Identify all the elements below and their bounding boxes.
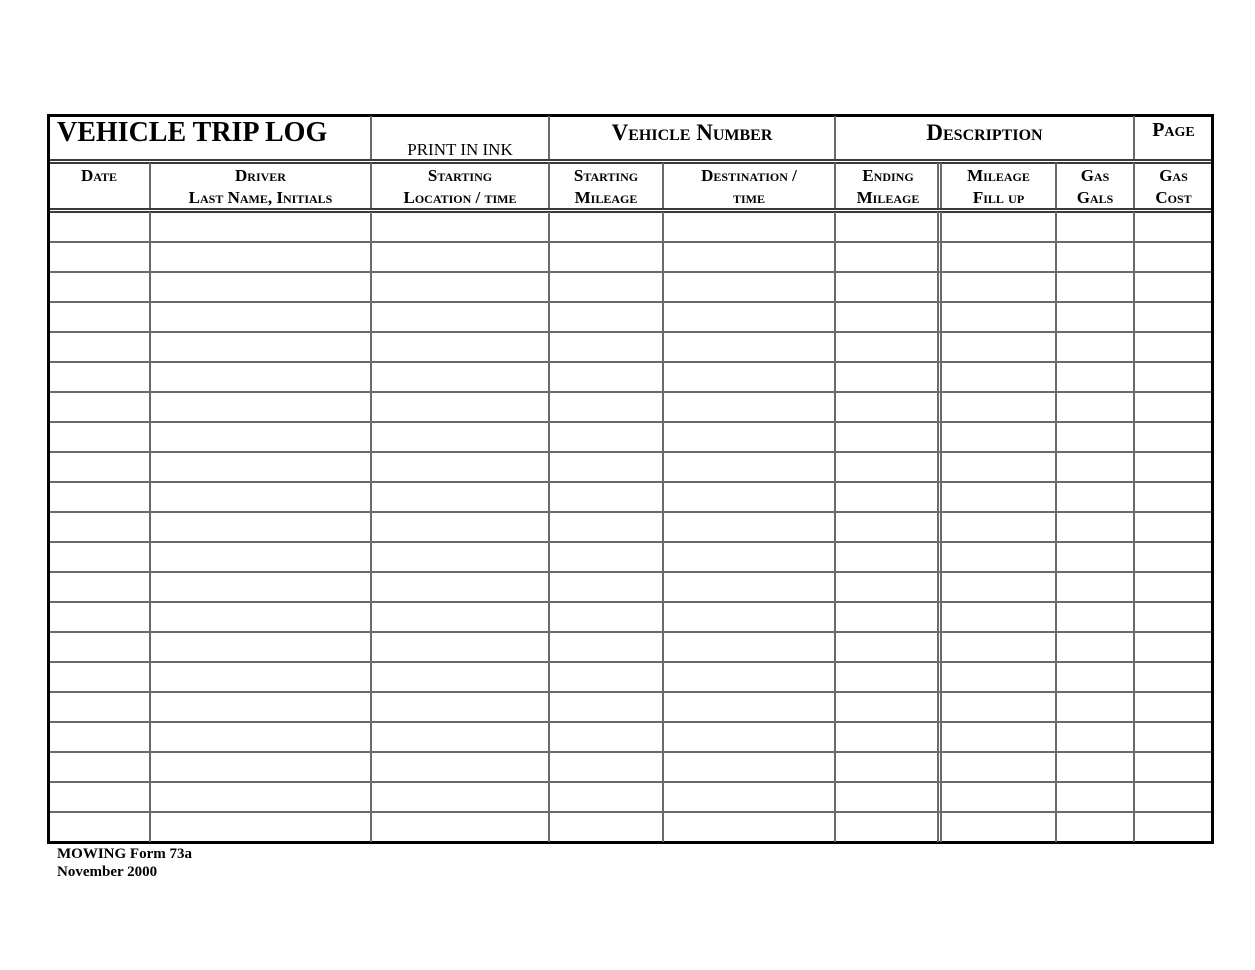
table-row [50, 662, 1211, 692]
cell-driver[interactable] [150, 332, 371, 362]
cell-mileage-fill-up[interactable] [941, 752, 1056, 782]
cell-mileage-fill-up[interactable] [941, 302, 1056, 332]
cell-gas-cost[interactable] [1134, 602, 1213, 632]
column-header-line2: Cost [1155, 188, 1192, 207]
cell-gas-cost[interactable] [1134, 212, 1213, 242]
cell-date[interactable] [48, 302, 150, 332]
cell-driver[interactable] [150, 722, 371, 752]
cell-driver[interactable] [150, 692, 371, 722]
cell-starting-location[interactable] [371, 332, 549, 362]
cell-date[interactable] [48, 662, 150, 692]
cell-starting-location[interactable] [371, 542, 549, 572]
description-label: Description [926, 120, 1043, 145]
cell-gas-gals[interactable] [1056, 482, 1134, 512]
cell-driver[interactable] [150, 632, 371, 662]
cell-destination[interactable] [663, 422, 835, 452]
cell-gas-cost[interactable] [1134, 722, 1213, 752]
cell-mileage-fill-up[interactable] [941, 572, 1056, 602]
cell-ending-mileage[interactable] [835, 242, 941, 272]
cell-gas-gals[interactable] [1056, 332, 1134, 362]
cell-gas-gals[interactable] [1056, 362, 1134, 392]
cell-destination[interactable] [663, 722, 835, 752]
cell-starting-location[interactable] [371, 482, 549, 512]
cell-starting-mileage[interactable] [549, 572, 663, 602]
cell-ending-mileage[interactable] [835, 482, 941, 512]
cell-starting-mileage[interactable] [549, 752, 663, 782]
cell-mileage-fill-up[interactable] [941, 242, 1056, 272]
cell-gas-gals[interactable] [1056, 782, 1134, 812]
column-header-line2: time [732, 188, 765, 207]
cell-mileage-fill-up[interactable] [941, 632, 1056, 662]
cell-starting-location[interactable] [371, 302, 549, 332]
cell-starting-mileage[interactable] [549, 392, 663, 422]
table-row [50, 542, 1211, 572]
table-row [50, 422, 1211, 452]
cell-starting-mileage[interactable] [549, 332, 663, 362]
cell-driver[interactable] [150, 542, 371, 572]
cell-gas-gals[interactable] [1056, 452, 1134, 482]
cell-mileage-fill-up[interactable] [941, 782, 1056, 812]
cell-date[interactable] [48, 392, 150, 422]
cell-date[interactable] [48, 782, 150, 812]
cell-mileage-fill-up[interactable] [941, 362, 1056, 392]
vehicle-number-label: Vehicle Number [611, 120, 773, 145]
cell-mileage-fill-up[interactable] [941, 602, 1056, 632]
column-header-line2: Location / time [403, 188, 517, 207]
cell-gas-gals[interactable] [1056, 242, 1134, 272]
column-header-line2: Last Name, Initials [188, 188, 333, 207]
column-header-mileage-fill-up [941, 165, 1056, 209]
cell-gas-gals[interactable] [1056, 272, 1134, 302]
cell-mileage-fill-up[interactable] [941, 392, 1056, 422]
cell-gas-cost[interactable] [1134, 512, 1213, 542]
cell-starting-location[interactable] [371, 692, 549, 722]
column-header-destination [663, 165, 835, 209]
column-header-line1: Starting [427, 166, 493, 185]
cell-gas-cost[interactable] [1134, 812, 1213, 842]
cell-driver[interactable] [150, 422, 371, 452]
cell-ending-mileage[interactable] [835, 392, 941, 422]
cell-gas-gals[interactable] [1056, 572, 1134, 602]
cell-gas-gals[interactable] [1056, 692, 1134, 722]
table-row [50, 812, 1211, 842]
table-row [50, 632, 1211, 662]
cell-starting-mileage[interactable] [549, 782, 663, 812]
cell-mileage-fill-up[interactable] [941, 212, 1056, 242]
cell-starting-mileage[interactable] [549, 812, 663, 842]
cell-driver[interactable] [150, 302, 371, 332]
cell-starting-location[interactable] [371, 752, 549, 782]
cell-starting-mileage[interactable] [549, 662, 663, 692]
cell-starting-location[interactable] [371, 242, 549, 272]
cell-driver[interactable] [150, 212, 371, 242]
form-date: November 2000 [57, 864, 158, 880]
cell-gas-gals[interactable] [1056, 542, 1134, 572]
cell-mileage-fill-up[interactable] [941, 692, 1056, 722]
cell-ending-mileage[interactable] [835, 602, 941, 632]
column-header-ending-mileage [835, 165, 941, 209]
cell-date[interactable] [48, 692, 150, 722]
form-id: MOWING Form 73a [57, 846, 192, 862]
cell-gas-cost[interactable] [1134, 752, 1213, 782]
cell-ending-mileage[interactable] [835, 512, 941, 542]
cell-destination[interactable] [663, 452, 835, 482]
cell-gas-cost[interactable] [1134, 362, 1213, 392]
cell-starting-mileage[interactable] [549, 602, 663, 632]
table-row [50, 272, 1211, 302]
cell-starting-mileage[interactable] [549, 212, 663, 242]
cell-ending-mileage[interactable] [835, 752, 941, 782]
cell-driver[interactable] [150, 752, 371, 782]
cell-mileage-fill-up[interactable] [941, 542, 1056, 572]
cell-date[interactable] [48, 422, 150, 452]
cell-driver[interactable] [150, 662, 371, 692]
column-header-gas-gals [1056, 165, 1134, 209]
cell-starting-location[interactable] [371, 272, 549, 302]
column-header-line1: Ending [862, 166, 914, 185]
column-header-date [48, 165, 150, 187]
cell-gas-gals[interactable] [1056, 302, 1134, 332]
cell-ending-mileage[interactable] [835, 452, 941, 482]
table-row [50, 212, 1211, 242]
cell-date[interactable] [48, 272, 150, 302]
cell-date[interactable] [48, 452, 150, 482]
cell-date[interactable] [48, 752, 150, 782]
cell-gas-cost[interactable] [1134, 272, 1213, 302]
page-label: Page [1152, 119, 1195, 141]
cell-starting-location[interactable] [371, 422, 549, 452]
table-row [50, 512, 1211, 542]
table-row [50, 692, 1211, 722]
cell-destination[interactable] [663, 332, 835, 362]
column-header-line2: Gals [1076, 188, 1114, 207]
cell-date[interactable] [48, 602, 150, 632]
cell-starting-mileage[interactable] [549, 452, 663, 482]
table-row [50, 242, 1211, 272]
cell-starting-location[interactable] [371, 782, 549, 812]
table-row [50, 572, 1211, 602]
column-header-line2: Mileage [856, 188, 920, 207]
column-header-line2: Fill up [972, 188, 1025, 207]
table-row [50, 362, 1211, 392]
cell-starting-mileage[interactable] [549, 242, 663, 272]
cell-destination[interactable] [663, 512, 835, 542]
cell-starting-location[interactable] [371, 212, 549, 242]
cell-gas-cost[interactable] [1134, 332, 1213, 362]
cell-starting-location[interactable] [371, 662, 549, 692]
cell-gas-cost[interactable] [1134, 542, 1213, 572]
cell-destination[interactable] [663, 662, 835, 692]
column-header-line1: Starting [573, 166, 639, 185]
cell-gas-cost[interactable] [1134, 572, 1213, 602]
cell-gas-gals[interactable] [1056, 722, 1134, 752]
cell-date[interactable] [48, 212, 150, 242]
cell-destination[interactable] [663, 782, 835, 812]
column-header-driver [150, 165, 371, 209]
cell-driver[interactable] [150, 452, 371, 482]
cell-mileage-fill-up[interactable] [941, 482, 1056, 512]
print-in-ink-note: PRINT IN INK [407, 140, 513, 159]
cell-gas-cost[interactable] [1134, 782, 1213, 812]
cell-starting-location[interactable] [371, 512, 549, 542]
cell-mileage-fill-up[interactable] [941, 452, 1056, 482]
cell-driver[interactable] [150, 812, 371, 842]
cell-destination[interactable] [663, 692, 835, 722]
cell-driver[interactable] [150, 602, 371, 632]
column-header-line1: Driver [235, 166, 286, 185]
cell-starting-location[interactable] [371, 722, 549, 752]
cell-destination[interactable] [663, 302, 835, 332]
cell-gas-gals[interactable] [1056, 602, 1134, 632]
cell-ending-mileage[interactable] [835, 362, 941, 392]
cell-gas-gals[interactable] [1056, 812, 1134, 842]
cell-starting-location[interactable] [371, 362, 549, 392]
cell-starting-mileage[interactable] [549, 302, 663, 332]
cell-destination[interactable] [663, 362, 835, 392]
cell-ending-mileage[interactable] [835, 212, 941, 242]
cell-ending-mileage[interactable] [835, 572, 941, 602]
cell-ending-mileage[interactable] [835, 812, 941, 842]
cell-ending-mileage[interactable] [835, 302, 941, 332]
cell-driver[interactable] [150, 392, 371, 422]
cell-starting-mileage[interactable] [549, 722, 663, 752]
cell-destination[interactable] [663, 632, 835, 662]
cell-destination[interactable] [663, 392, 835, 422]
cell-destination[interactable] [663, 812, 835, 842]
cell-starting-location[interactable] [371, 602, 549, 632]
cell-driver[interactable] [150, 782, 371, 812]
cell-ending-mileage[interactable] [835, 722, 941, 752]
cell-starting-location[interactable] [371, 812, 549, 842]
cell-starting-location[interactable] [371, 572, 549, 602]
cell-ending-mileage[interactable] [835, 692, 941, 722]
cell-gas-gals[interactable] [1056, 422, 1134, 452]
cell-gas-gals[interactable] [1056, 512, 1134, 542]
cell-mileage-fill-up[interactable] [941, 422, 1056, 452]
cell-ending-mileage[interactable] [835, 782, 941, 812]
cell-mileage-fill-up[interactable] [941, 812, 1056, 842]
cell-ending-mileage[interactable] [835, 332, 941, 362]
cell-starting-mileage[interactable] [549, 692, 663, 722]
cell-driver[interactable] [150, 272, 371, 302]
cell-destination[interactable] [663, 482, 835, 512]
cell-gas-cost[interactable] [1134, 662, 1213, 692]
column-header-line1: Destination / [701, 166, 797, 185]
cell-gas-gals[interactable] [1056, 752, 1134, 782]
cell-destination[interactable] [663, 602, 835, 632]
table-row [50, 452, 1211, 482]
table-row [50, 482, 1211, 512]
cell-starting-mileage[interactable] [549, 482, 663, 512]
column-header-line1: Gas [1080, 166, 1110, 185]
cell-gas-cost[interactable] [1134, 632, 1213, 662]
cell-starting-mileage[interactable] [549, 362, 663, 392]
cell-starting-mileage[interactable] [549, 272, 663, 302]
cell-starting-location[interactable] [371, 632, 549, 662]
cell-driver[interactable] [150, 572, 371, 602]
column-header-gas-cost [1134, 165, 1213, 209]
cell-gas-gals[interactable] [1056, 632, 1134, 662]
cell-starting-location[interactable] [371, 392, 549, 422]
cell-date[interactable] [48, 332, 150, 362]
cell-date[interactable] [48, 572, 150, 602]
cell-destination[interactable] [663, 272, 835, 302]
cell-gas-cost[interactable] [1134, 392, 1213, 422]
cell-date[interactable] [48, 512, 150, 542]
column-header-line1: Date [80, 166, 118, 185]
cell-mileage-fill-up[interactable] [941, 722, 1056, 752]
table-row [50, 332, 1211, 362]
cell-ending-mileage[interactable] [835, 422, 941, 452]
cell-driver[interactable] [150, 362, 371, 392]
cell-destination[interactable] [663, 242, 835, 272]
cell-date[interactable] [48, 482, 150, 512]
cell-date[interactable] [48, 812, 150, 842]
cell-starting-mileage[interactable] [549, 422, 663, 452]
cell-date[interactable] [48, 542, 150, 572]
cell-starting-location[interactable] [371, 452, 549, 482]
table-row [50, 302, 1211, 332]
cell-ending-mileage[interactable] [835, 662, 941, 692]
table-row [50, 392, 1211, 422]
cell-starting-mileage[interactable] [549, 542, 663, 572]
cell-mileage-fill-up[interactable] [941, 512, 1056, 542]
cell-ending-mileage[interactable] [835, 632, 941, 662]
cell-gas-cost[interactable] [1134, 452, 1213, 482]
column-header-line2: Mileage [574, 188, 638, 207]
cell-gas-cost[interactable] [1134, 482, 1213, 512]
cell-destination[interactable] [663, 542, 835, 572]
cell-gas-cost[interactable] [1134, 302, 1213, 332]
cell-ending-mileage[interactable] [835, 542, 941, 572]
table-row [50, 752, 1211, 782]
table-row [50, 782, 1211, 812]
column-header-line1: Mileage [967, 166, 1030, 185]
cell-driver[interactable] [150, 512, 371, 542]
cell-mileage-fill-up[interactable] [941, 272, 1056, 302]
cell-mileage-fill-up[interactable] [941, 662, 1056, 692]
cell-gas-cost[interactable] [1134, 422, 1213, 452]
cell-gas-gals[interactable] [1056, 392, 1134, 422]
cell-ending-mileage[interactable] [835, 272, 941, 302]
cell-driver[interactable] [150, 242, 371, 272]
cell-date[interactable] [48, 362, 150, 392]
cell-date[interactable] [48, 722, 150, 752]
column-header-starting-location [371, 165, 549, 209]
cell-gas-gals[interactable] [1056, 212, 1134, 242]
column-header-starting-mileage [549, 165, 663, 209]
cell-date[interactable] [48, 632, 150, 662]
cell-gas-gals[interactable] [1056, 662, 1134, 692]
cell-destination[interactable] [663, 212, 835, 242]
table-row [50, 722, 1211, 752]
cell-starting-mileage[interactable] [549, 512, 663, 542]
cell-date[interactable] [48, 242, 150, 272]
table-row [50, 602, 1211, 632]
cell-mileage-fill-up[interactable] [941, 332, 1056, 362]
cell-gas-cost[interactable] [1134, 692, 1213, 722]
cell-destination[interactable] [663, 752, 835, 782]
cell-destination[interactable] [663, 572, 835, 602]
form-title: VEHICLE TRIP LOG [57, 117, 328, 148]
cell-starting-mileage[interactable] [549, 632, 663, 662]
cell-driver[interactable] [150, 482, 371, 512]
column-header-line1: Gas [1159, 166, 1188, 185]
cell-gas-cost[interactable] [1134, 242, 1213, 272]
